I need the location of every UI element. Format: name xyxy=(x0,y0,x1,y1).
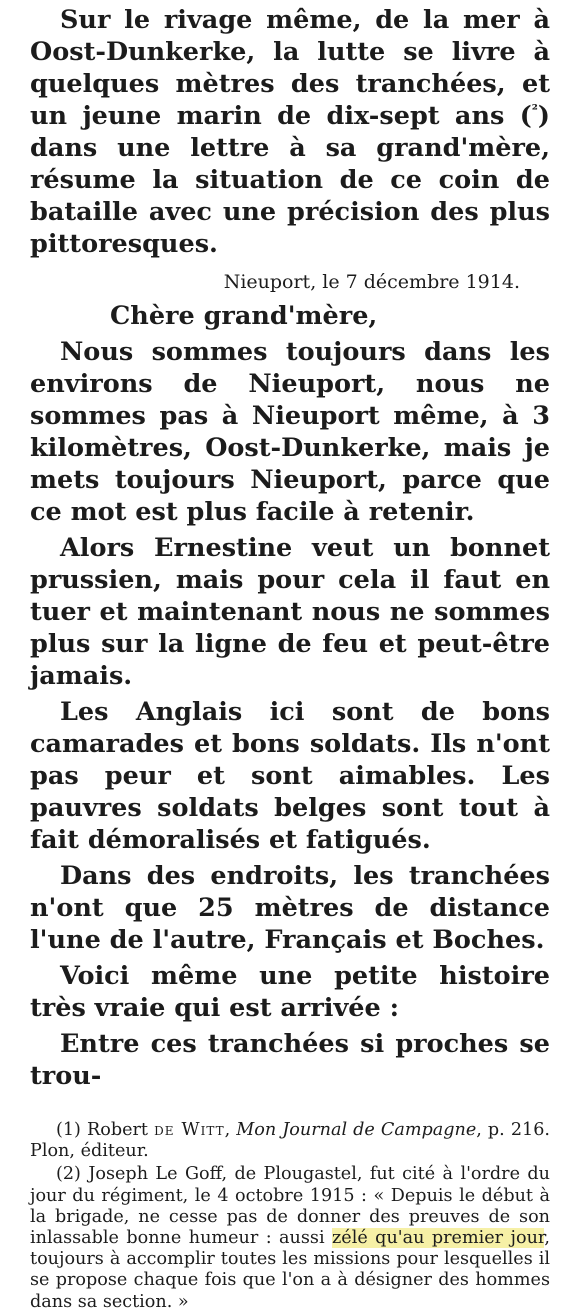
footnote-2-text-after: , toujours à accomplir toutes les missions pour lesquelles il se propose chaque fois que l'on a à désigner des hommes dans sa section. » xyxy=(30,1228,550,1312)
footnote-2-marker: (2) xyxy=(56,1164,81,1185)
intro-text-before: Sur le rivage même, de la mer à Oost-Dunkerke, la lutte se livre à quelques mètres des tranchées, et un jeune marin de dix-sept ans ( xyxy=(30,5,550,131)
letter-dateline: Nieuport, le 7 décembre 1914. xyxy=(223,271,520,293)
letter-salutation: Chère grand'mère, xyxy=(110,301,378,331)
letter-paragraph-5: Voici même une petite histoire très vraie qui est arrivée : xyxy=(30,961,550,1023)
footnote-2-text-before: Joseph Le Goff, de Plougastel, fut cité à l'ordre du jour du régiment, le 4 octobre 1915 : « Depuis le début à la brigade, ne cesse pas de donner des preuves de son inlassable bonne humeur : aussi xyxy=(30,1164,550,1249)
footnote-reference[interactable]: ² xyxy=(531,102,538,119)
footnote-2-highlighted-text: zélé qu'au premier jour xyxy=(332,1228,545,1249)
book-page xyxy=(30,0,550,1315)
footnotes xyxy=(30,1120,550,1313)
letter-paragraph-3: Les Anglais ici sont de bons camarades et bons soldats. Ils n'ont pas peur et sont aimables. Les pauvres soldats belges sont tout à fait démoralisés et fatigués. xyxy=(30,697,550,855)
footnote-1-marker: (1) xyxy=(56,1120,81,1140)
footnote-1-book-title: Mon Journal de Campagne xyxy=(236,1120,477,1140)
footnote-1-rest: , p. 216. Plon, éditeur. xyxy=(30,1120,551,1162)
footnote-1-author-particle: de Witt xyxy=(154,1120,225,1140)
letter-paragraph-2: Alors Ernestine veut un bonnet prussien, mais pour cela il faut en tuer et maintenant nous ne sommes plus sur la ligne de feu et peut-être jamais. xyxy=(30,533,550,691)
letter-paragraph-1: Nous sommes toujours dans les environs de Nieuport, nous ne sommes pas à Nieuport même, à 3 kilomètres, Oost-Dunkerke, mais je mets toujours Nieuport, parce que ce mot est plus facile à retenir. xyxy=(30,337,550,527)
letter-body xyxy=(30,336,550,1092)
footnote-1-author: Robert xyxy=(87,1120,148,1140)
intro-text-after: ) dans une lettre à sa grand'mère, résume la situation de ce coin de bataille avec une précision des plus pittoresques. xyxy=(30,101,550,259)
letter-paragraph-6: Entre ces tranchées si proches se trou- xyxy=(30,1029,550,1091)
footnote-1: (1) Robert de Witt, Mon Journal de Campagne, p. 216. Plon, éditeur. xyxy=(30,1120,551,1162)
letter-paragraph-4: Dans des endroits, les tranchées n'ont que 25 mètres de distance l'une de l'autre, Français et Boches. xyxy=(30,861,550,955)
intro-paragraph xyxy=(30,0,550,260)
footnote-2 xyxy=(30,1164,550,1312)
